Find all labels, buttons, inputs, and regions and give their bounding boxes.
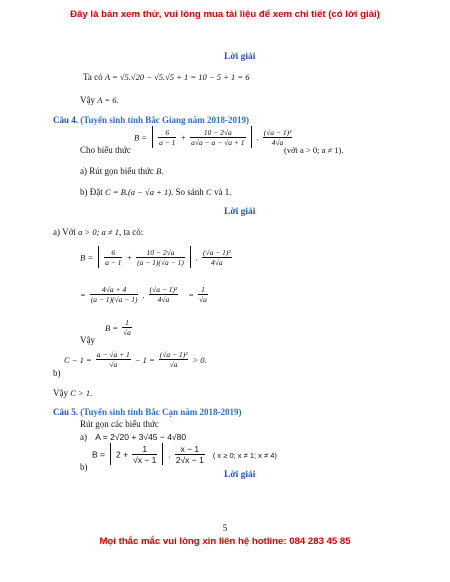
sol4-final-result: C > 1. [70, 388, 93, 398]
sol4-C-end: > 0. [192, 355, 207, 366]
q4-part-b-text: b) Đặt [80, 187, 103, 197]
q5-part-a-label: a) [80, 432, 87, 442]
sol4-frac-3: $\frac{\text{(√a − 1)²}}{4√a}$ [202, 247, 231, 267]
hotline-footer: Mọi thắc mắc vui lòng xin liên hệ hotline: 084 283 45 85 [99, 536, 351, 547]
ta-co-line [83, 72, 249, 82]
q5-part-a [80, 432, 186, 442]
q4-condition: (với a > 0; a ≠ 1). [284, 145, 344, 155]
question-5-source: (Tuyển sinh tỉnh Bắc Cạn năm 2018-2019) [80, 407, 242, 417]
q5-frac-1: $\frac{1}{√x - 1}$ [133, 443, 157, 465]
sol4-C-expression [64, 350, 207, 369]
sol4-B-lhs: B = [80, 252, 94, 263]
question-4-heading [53, 115, 249, 125]
sol4-b-label: b) [53, 368, 61, 378]
sol4-frac-4: $\frac{4√a + 4}{(a - 1)(√a - 1)}$ [90, 285, 138, 304]
sol4-frac-c2: $\frac{\text{(√a − 1)²}}{√a}$ [159, 350, 188, 369]
ta-co-expression: A = √5.√20 − √5.√5 + 1 = 10 − 5 + 1 = 6 [104, 72, 250, 82]
preview-banner: Đây là bản xem thử, vui lòng mua tài liệu để xem chi tiết (có lời giải) [70, 9, 380, 20]
q4-frac-3: $\frac{\text{(√a − 1)²}}{4√a}$ [263, 127, 292, 147]
sol4-vay-line [80, 318, 132, 346]
sol4-final-line [53, 388, 92, 398]
q4-bracket-left [152, 126, 153, 148]
q4-frac-1: $\frac{6}{a - 1}$ [159, 127, 176, 147]
q4-B-expression: B = $\frac{6}{a - 1}$ + $\frac{10 - 2√a}{a√a - a - √a + 1}$ . $\frac{\text{(√a − 1)²}}{4√a}$ [134, 127, 292, 147]
q4-frac-2: $\frac{10 - 2√a}{a√a - a - √a + 1}$ [191, 127, 245, 147]
sol4-a-intro [53, 227, 143, 237]
sol4-B-expression: B = $\frac{6}{a - 1}$ + $\frac{10 - 2√a}{(a - 1)(√a - 1)}$ . $\frac{\text{(√a − 1)²}}{4√a}$ [80, 247, 231, 267]
q4-bracket-right [251, 126, 252, 148]
q5-intro: Rút gọn các biểu thức [80, 419, 159, 429]
sol4-a-condition: a > 0; a ≠ 1 [78, 227, 119, 237]
sol4-frac-6: $\frac{1}{√a}$ [199, 285, 207, 304]
q5-part-a-expr: A = 2√20 + 3√45 − 4√80 [95, 432, 187, 442]
sol4-C-lhs: C − 1 = [64, 355, 92, 366]
question-4-number: Câu 4. [53, 115, 79, 125]
sol4-bracket-right [190, 246, 191, 268]
sol4-frac-2: $\frac{10 - 2√a}{(a - 1)(√a - 1)}$ [137, 247, 184, 267]
sol4-frac-5: $\frac{\text{(√a − 1)²}}{4√a}$ [149, 285, 178, 304]
q4-cho-label: Cho biểu thức [80, 145, 131, 155]
sol4-vay-label: Vậy [80, 335, 95, 346]
q4-part-b-C: C [206, 187, 212, 197]
q5-bracket-left [110, 443, 111, 465]
q5-part-b-label: b) [80, 462, 88, 472]
q4-part-b-expr: C = B.(a − √a + 1) [105, 187, 172, 197]
q5-bracket-right [162, 443, 163, 465]
sol4-B-result-frac: $\frac{1}{√a}$ [123, 318, 131, 337]
solution-heading-2: Lời giải [224, 207, 256, 217]
question-5-number: Câu 5. [53, 407, 79, 417]
sol4-vay2-label: Vậy [53, 388, 68, 398]
q4-part-b-rest: . So sánh [171, 187, 204, 197]
q4-part-b [80, 187, 231, 197]
solution-heading-1: Lời giải [224, 52, 256, 62]
q4-part-b-end: và 1. [213, 187, 232, 197]
q4-B-lhs: B = [134, 132, 148, 143]
q5-part-b-expression: B = 2 + $\frac{1}{√x - 1}$ . $\frac{x - 1}{2√x - 1}$ ( x ≥ 0; x ≠ 1; x ≠ 4) [92, 443, 277, 465]
solution-heading-3: Lời giải [224, 470, 256, 480]
sol4-a-tail: , ta có: [118, 227, 144, 237]
sol4-a-intro-label: a) Với [53, 227, 76, 237]
q5-frac-2: $\frac{x - 1}{2√x - 1}$ [175, 443, 204, 465]
vay-result-1: A = 6. [97, 95, 119, 105]
vay-line-1 [80, 95, 119, 105]
question-4-source: (Tuyển sinh tỉnh Bắc Giang năm 2018-2019) [80, 115, 249, 125]
q4-part-a-var: B. [156, 166, 164, 176]
sol4-B-result-lhs: B = [105, 323, 119, 334]
sol4-bracket-left [98, 246, 99, 268]
sol4-step-2: = $\frac{4√a + 4}{(a - 1)(√a - 1)}$ . $\frac{\text{(√a − 1)²}}{4√a}$ = $\frac{1}{√a}$ [80, 285, 207, 304]
q5-B-condition: ( x ≥ 0; x ≠ 1; x ≠ 4) [212, 450, 277, 460]
sol4-frac-c1: $\frac{a - √a + 1}{√a}$ [96, 350, 130, 369]
sol4-C-mid: − 1 = [134, 355, 155, 366]
ta-co-label: Ta có [83, 72, 103, 82]
sol4-eq-1: = [80, 290, 86, 301]
question-5-heading [53, 407, 241, 417]
q5-B-open: 2 + [116, 449, 129, 460]
q5-B-lhs: B = [92, 449, 105, 460]
sol4-frac-1: $\frac{6}{a - 1}$ [105, 247, 122, 267]
q4-part-a-text: a) Rút gọn biểu thức [80, 166, 154, 176]
q4-part-a [80, 166, 163, 176]
page-number: 5 [222, 523, 228, 533]
vay-label-1: Vậy [80, 95, 95, 105]
sol4-eq-2: = [188, 290, 195, 301]
